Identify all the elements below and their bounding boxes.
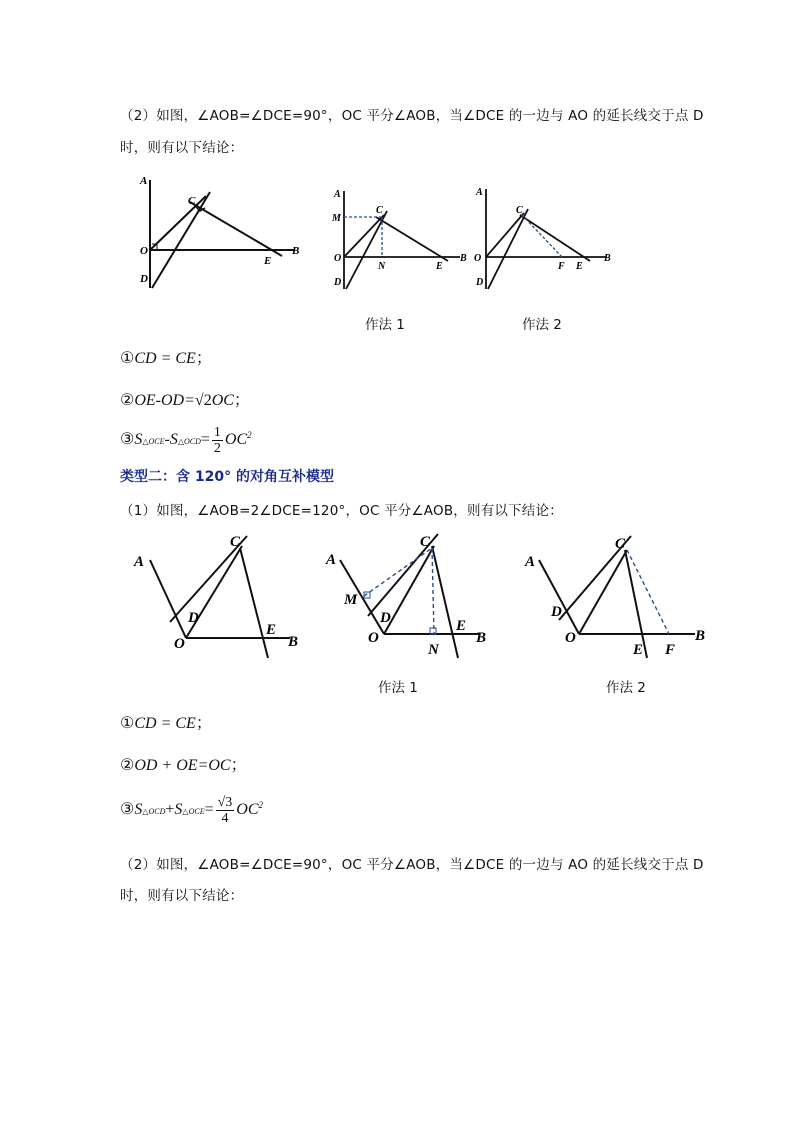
f2-label-c: C <box>376 205 383 216</box>
problem-3-line1: （2）如图，∠AOB=∠DCE=90°，OC 平分∠AOB，当∠DCE 的一边与 AO 的延长线交于点 D <box>120 857 704 873</box>
f5-label-o: O <box>368 630 379 646</box>
f6-label-d: D <box>551 604 562 620</box>
f1-label-b: B <box>292 245 300 257</box>
f1-label-o: O <box>140 245 148 257</box>
figure-90-base <box>138 170 308 300</box>
f4-label-b: B <box>288 634 299 650</box>
f3-label-c: C <box>516 205 523 216</box>
figure-120-base <box>130 530 310 660</box>
part1-caption-method2: 作法 2 <box>522 317 562 333</box>
f5-label-e: E <box>456 618 467 634</box>
figure-90-method2 <box>470 185 620 295</box>
f3-label-e: E <box>576 261 583 272</box>
part1-conclusion-1: ①CD = CE； <box>120 350 212 367</box>
f6-label-e: E <box>633 642 644 658</box>
f5-label-a: A <box>326 552 337 568</box>
f4-label-e: E <box>266 622 277 638</box>
section2-caption-method2: 作法 2 <box>606 680 646 696</box>
f1-label-e: E <box>264 255 272 267</box>
f4-label-o: O <box>174 636 185 652</box>
section2-conclusion-1: ①CD = CE； <box>120 715 212 732</box>
f2-label-o: O <box>334 253 342 264</box>
f2-label-a: A <box>334 189 341 200</box>
f1-label-d: D <box>140 273 148 285</box>
f2-label-n: N <box>378 261 386 272</box>
f2-label-b: B <box>460 253 467 264</box>
f4-label-a: A <box>134 554 145 570</box>
f5-label-c: C <box>420 534 431 550</box>
problem-1-line1: （2）如图，∠AOB=∠DCE=90°，OC 平分∠AOB，当∠DCE 的一边与 AO 的延长线交于点 D <box>120 108 704 124</box>
part1-caption-method1: 作法 1 <box>365 317 405 333</box>
f4-label-d: D <box>188 610 199 626</box>
figure-120-method2 <box>515 530 715 660</box>
f5-label-m: M <box>344 592 358 608</box>
figure-90-method1 <box>330 185 470 295</box>
f2-label-d: D <box>334 277 342 288</box>
section2-caption-method1: 作法 1 <box>378 680 418 696</box>
f4-label-c: C <box>230 534 241 550</box>
f3-label-b: B <box>604 253 611 264</box>
f5-label-n: N <box>428 642 439 658</box>
f2-label-m: M <box>332 213 341 224</box>
f6-label-f: F <box>665 642 676 658</box>
f6-label-b: B <box>695 628 706 644</box>
section2-conclusion-2: ②OD + OE=OC； <box>120 757 247 774</box>
f6-label-a: A <box>525 554 536 570</box>
f3-label-d: D <box>476 277 484 288</box>
f5-label-b: B <box>476 630 487 646</box>
f1-label-c: C <box>188 195 196 207</box>
part1-conclusion-2: ②OE-OD=√2OC； <box>120 392 250 409</box>
f6-label-c: C <box>615 536 626 552</box>
figure-120-method1 <box>320 530 500 660</box>
f6-label-o: O <box>565 630 576 646</box>
f3-label-o: O <box>474 253 482 264</box>
part1-conclusion-3: ③S△OCE-S△OCD= $\frac{1}{2}$ $OC^2$ <box>120 425 252 456</box>
problem-2: （1）如图，∠AOB=2∠DCE=120°，OC 平分∠AOB，则有以下结论： <box>120 503 563 519</box>
f3-label-a: A <box>476 187 483 198</box>
f1-label-a: A <box>140 175 148 187</box>
section-heading: 类型二：含 120° 的对角互补模型 <box>120 469 334 485</box>
f3-label-f: F <box>558 261 565 272</box>
f5-label-d: D <box>380 610 391 626</box>
f2-label-e: E <box>436 261 443 272</box>
problem-3-line2: 时，则有以下结论： <box>120 888 244 904</box>
section2-conclusion-3: ③S△OCD+S△OCE= $\frac{√3}{4}$ $OC^2$ <box>120 795 264 826</box>
problem-1-line2: 时，则有以下结论： <box>120 140 244 156</box>
